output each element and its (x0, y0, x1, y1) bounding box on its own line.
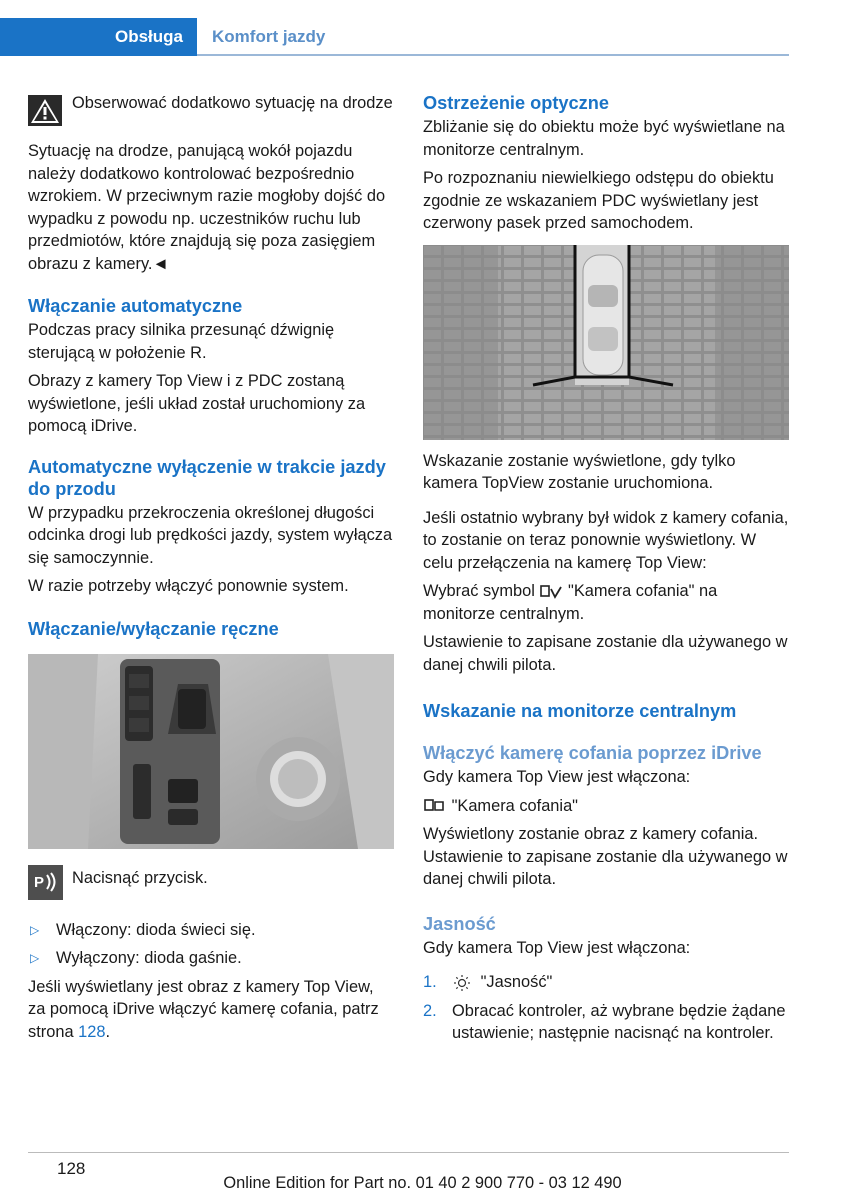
camera-item: "Kamera cofania" (451, 796, 578, 815)
heading-optical: Ostrzeżenie optyczne (423, 93, 609, 113)
pdc-button-icon (28, 865, 63, 900)
svg-text:P: P (34, 873, 45, 891)
select-symbol-paragraph (423, 580, 789, 625)
heading-auto-off: Automatyczne wyłączenie w trakcie jazdy do przodu (28, 456, 386, 499)
topview-parking-image (423, 245, 789, 440)
heading-manual: Włączanie/wyłączanie ręczne (28, 618, 279, 639)
select-post: "Kamera cofania" na monitorze centralnym. (423, 582, 718, 623)
camera-item-line (423, 795, 789, 818)
rear-camera-icon (539, 583, 563, 601)
header-section-tab (0, 18, 197, 56)
heading-brightness: Jasność (423, 913, 496, 934)
warning-body: Sytuację na drodze, panującą wokół pojazdu należy dodatkowo kontrolować bezpośrednio wzrokiem. W przeciwnym razie mogłoby dojść do wypadku z powodu np. uczestników ruchu lub przedmiotów, które znajdują się poza zasięgiem obrazu z kamery.◄ (28, 142, 386, 273)
list-item (28, 919, 394, 942)
triangle-bullet-icon: ▷ (30, 951, 40, 965)
header-section: Obsługa (114, 27, 183, 46)
optical-p2: Po rozpoznaniu niewielkiego odstępu do obiektu zgodnie ze wskazaniem PDC wyświetlany jest czerwony pasek przed samochodem. (423, 169, 774, 232)
press-button-text: Nacisnąć przycisk. (72, 868, 208, 887)
heading-monitor: Wskazanie na monitorze centralnym (423, 701, 737, 721)
page-number: 128 (57, 1159, 86, 1178)
press-button-line (28, 867, 394, 907)
list-item (28, 947, 394, 970)
display-p1: Wskazanie zostanie wyświetlone, gdy tylko kamera TopView zostanie uruchomiona. (423, 451, 736, 492)
step-number: 2. (423, 1001, 437, 1020)
footer-rule (28, 1152, 789, 1153)
step-number: 1. (423, 973, 437, 991)
topview-paragraph (28, 976, 394, 1044)
step-text: Obracać kontroler, aż wybrane będzie żądane ustawienie; następnie nacisnąć na kontroler. (452, 1001, 786, 1042)
select-pre: Wybrać symbol (423, 582, 535, 600)
display-p2: Jeśli ostatnio wybrany był widok z kamery cofania, to zostanie on teraz ponownie wyświetlony. W celu przełączenia na kamerę Top View: (423, 508, 789, 572)
auto-on-p2: Obrazy z kamery Top View i z PDC zostaną wyświetlone, jeśli układ został uruchomiony za pomocą iDrive. (28, 372, 366, 435)
heading-auto-on: Włączanie automatyczne (28, 296, 243, 316)
footer-edition: Online Edition for Part no. 01 40 2 900 770 - 03 12 490 (223, 1174, 622, 1192)
optical-p1: Zbliżanie się do obiektu może być wyświetlane na monitorze centralnym. (423, 118, 785, 159)
page-link[interactable]: 128 (78, 1022, 106, 1041)
right-column (423, 92, 789, 1051)
brightness-when: Gdy kamera Top View jest włączona: (423, 938, 691, 957)
topview-text: Jeśli wyświetlany jest obraz z kamery Top View, za pomocą iDrive włączyć kamerę cofania, patrz strona (28, 977, 379, 1041)
warning-icon (28, 95, 62, 126)
topview-end: . (105, 1022, 111, 1041)
warning-title: Obserwować dodatkowo sytuację na drodze (72, 94, 393, 112)
rear-camera-icon (423, 797, 447, 815)
setting-paragraph: Ustawienie to zapisane zostanie dla używanego w danej chwili pilota. (423, 633, 788, 674)
step-text: "Jasność" (480, 973, 553, 991)
header-rule (197, 54, 789, 56)
triangle-bullet-icon: ▷ (30, 922, 40, 937)
console-photo (28, 654, 394, 849)
led-status-list (28, 919, 394, 970)
header-subsection: Komfort jazdy (212, 27, 326, 46)
warning-block (28, 92, 394, 138)
camera-when: Gdy kamera Top View jest włączona: (423, 768, 691, 786)
heading-camera-idrive: Włączyć kamerę cofania poprzez iDrive (423, 743, 762, 763)
auto-off-p1: W przypadku przekroczenia określonej długości odcinka drogi lub prędkości jazdy, system wyłącza się samoczynnie. (28, 503, 393, 567)
list-item (423, 971, 789, 994)
auto-off-p2: W razie potrzeby włączyć ponownie system. (28, 577, 349, 595)
auto-on-p1: Podczas pracy silnika przesunąć dźwignię sterującą w położenie R. (28, 321, 335, 362)
camera-paragraph: Wyświetlony zostanie obraz z kamery cofania. Ustawienie to zapisane zostanie dla używanego w danej chwili pilota. (423, 825, 788, 888)
brightness-steps (423, 971, 789, 1045)
brightness-icon (452, 974, 472, 992)
bullet-on: Włączony: dioda świeci się. (56, 920, 256, 939)
list-item (423, 1000, 789, 1045)
left-column (28, 92, 394, 1049)
bullet-off: Wyłączony: dioda gaśnie. (56, 949, 242, 967)
